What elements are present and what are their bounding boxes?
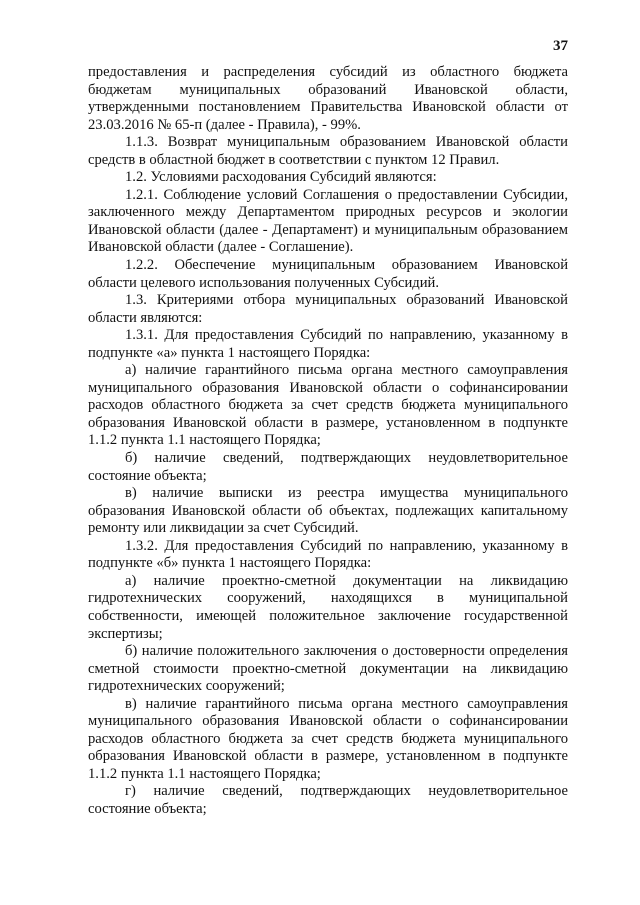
paragraph-1-2: 1.2. Условиями расходования Субсидий являются:: [125, 169, 437, 186]
paragraph-continuation: предоставления и распределения субсидий из областного бюджета бюджетам муниципальных образований Ивановской области, утвержденными постановлением Правительства Ивановской области от 23.03.2016 № 65-п (далее - Правила), - 99%.: [88, 64, 568, 133]
paragraph-1-3: 1.3. Критериями отбора муниципальных образований Ивановской области являются:: [88, 292, 568, 326]
paragraph-1-3-2: 1.3.2. Для предоставления Субсидий по направлению, указанному в подпункте «б» пункта 1 настоящего Порядка:: [88, 537, 568, 572]
paragraph-1-3-1-a: а) наличие гарантийного письма органа местного самоуправления муниципального образования Ивановской области о софинансировании расходов областного бюджета за счет средств бюджета муниципального образования Ивановской области в размере, установленном в подпункте 1.1.2 пункта 1.1 настоящего Порядка;: [88, 362, 568, 449]
paragraph-1-3-2-g: г) наличие сведений, подтверждающих неудовлетворительное состояние объекта;: [88, 783, 568, 817]
paragraph-1-3-2-b: б) наличие положительного заключения о достоверности определения сметной стоимости проектно-сметной документации на ликвидацию гидротехнических сооружений;: [88, 643, 568, 695]
paragraph-1-3-2-a: а) наличие проектно-сметной документации на ликвидацию гидротехнических сооружений, находящихся в муниципальной собственности, имеющей положительное заключение государственной экспертизы;: [88, 572, 568, 642]
paragraph-1-3-2-v: в) наличие гарантийного письма органа местного самоуправления муниципального образования Ивановской области о софинансировании расходов областного бюджета за счет средств бюджета муниципального образования Ивановской области в размере, установленном в подпункте 1.1.2 пункта 1.1 настоящего Порядка;: [88, 695, 568, 782]
paragraph-1-2-2: 1.2.2. Обеспечение муниципальным образованием Ивановской области целевого использования полученных Субсидий.: [88, 257, 568, 291]
page-number: 37: [553, 38, 568, 54]
paragraph-1-3-1-v: в) наличие выписки из реестра имущества муниципального образования Ивановской области об объектах, подлежащих капитальному ремонту или ликвидации за счет Субсидий.: [88, 485, 568, 537]
paragraph-1-1-3: 1.1.3. Возврат муниципальным образованием Ивановской области средств в областной бюджет в соответствии с пунктом 12 Правил.: [88, 134, 568, 168]
paragraph-1-3-1-b: б) наличие сведений, подтверждающих неудовлетворительное состояние объекта;: [88, 450, 568, 484]
paragraph-1-3-1: 1.3.1. Для предоставления Субсидий по направлению, указанному в подпункте «а» пункта 1 настоящего Порядка:: [88, 327, 568, 361]
document-body: [88, 64, 568, 819]
paragraph-1-2-1: 1.2.1. Соблюдение условий Соглашения о предоставлении Субсидии, заключенного между Департаментом природных ресурсов и экологии Ивановской области (далее - Департамент) и муниципальным образованием Ивановской области (далее - Соглашение).: [88, 186, 568, 256]
